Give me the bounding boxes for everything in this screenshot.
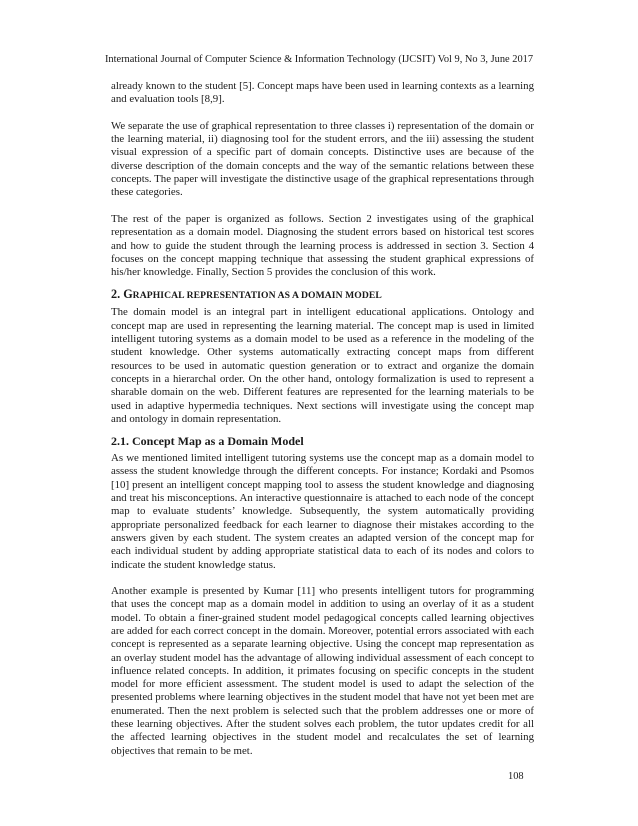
section-2-initial: G [123,287,133,302]
paragraph-classes: We separate the use of graphical representation to three classes i) representation of the domain or the learning material, ii) diagnosing tool for the student errors, and the iii) assessing the student visual expression of a specific part of domain concepts. Distinctive uses are because of the diverse description of the domain concepts and the way of the semantic relations between these concepts. The paper will investigate the distinctive usage of the graphical representations through these categories. [111,119,534,199]
paragraph-organization: The rest of the paper is organized as follows. Section 2 investigates using of the graphical representation as a domain model. Diagnosing the student errors based on historical test scores and how to guide the student through the learning process is addressed in section 3. Section 4 focuses on the concept mapping technique that assessing the student graphical expressions of his/her knowledge. Finally, Section 5 provides the conclusion of this work. [111,212,534,279]
page-number: 108 [508,771,524,782]
section-2-1-heading: 2.1. Concept Map as a Domain Model [111,434,304,449]
paragraph-concept-map: As we mentioned limited intelligent tutoring systems use the concept map as a domain model to assess the student knowledge through the different concepts. For instance; Kordaki and Psomos [10] present an intelligent concept mapping tool to assess the student knowledge and diagnosing and treat his misconceptions. An interactive questionnaire is attached to each node of the concept map to evaluate students’ knowledge. Subsequently, the system automatically providing appropriate personalized feedback for each learner to diagnose their mistakes according to the answers given by each student. The system creates an adapted version of the concept map for each individual student by adding appropriate statistical data to each of its nodes and colors to indicate the student knowledge status. [111,452,534,571]
paragraph-intro-end: already known to the student [5]. Concept maps have been used in learning contexts as a learning and evaluation tools [8,9]. [111,80,534,106]
paper-body [111,80,534,758]
section-2-title: RAPHICAL REPRESENTATION AS A DOMAIN MODEL [132,290,382,302]
section-2-number: 2. [111,287,124,302]
paragraph-kumar-example: Another example is presented by Kumar [11] who presents intelligent tutors for programming that uses the concept map as a domain model in addition to using an overlay of it as a student model. To obtain a finer-grained student model pedagogical concepts called learning objectives are added for each correct concept in the domain. Moreover, potential errors associated with each concept is represented as a separate learning objective. Using the concept map representation as an overlay student model has the advantage of allowing individual assessment of each concept to influence related concepts. In addition, it primates focusing on specific concepts in the student model for more efficient assessment. The student model is used to adapt the selection of the presented problems where learning objectives in the student model that have not yet been met are enumerated. Then the next problem is selected such that the problem addresses one or more of these learning objectives. After the student solves each problem, the tutor updates credit for all the affected learning objectives in the student model and recalculates the set of learning objectives that remain to be met. [111,585,534,757]
section-2-heading [111,287,534,303]
running-header: International Journal of Computer Science & Information Technology (IJCSIT) Vol 9, No 3, June 2017 [104,54,534,65]
paragraph-domain-model: The domain model is an integral part in intelligent educational applications. Ontology and concept map are used in representing the learning material. The concept map is used in limited intelligent tutoring systems as a domain model to be used as a reference in the modeling of the student knowledge. Other systems automatically extracting concept maps from different resources to be used in automatic question generation or to extract and organize the domain concepts in a hierarchal order. On the other hand, ontology formalization is used to represent a sharable domain on the web. Different features are represented for the learning materials to be used in adaptive hypermedia techniques. Next sections will investigate using the concept map and ontology in domain representation. [111,306,534,425]
